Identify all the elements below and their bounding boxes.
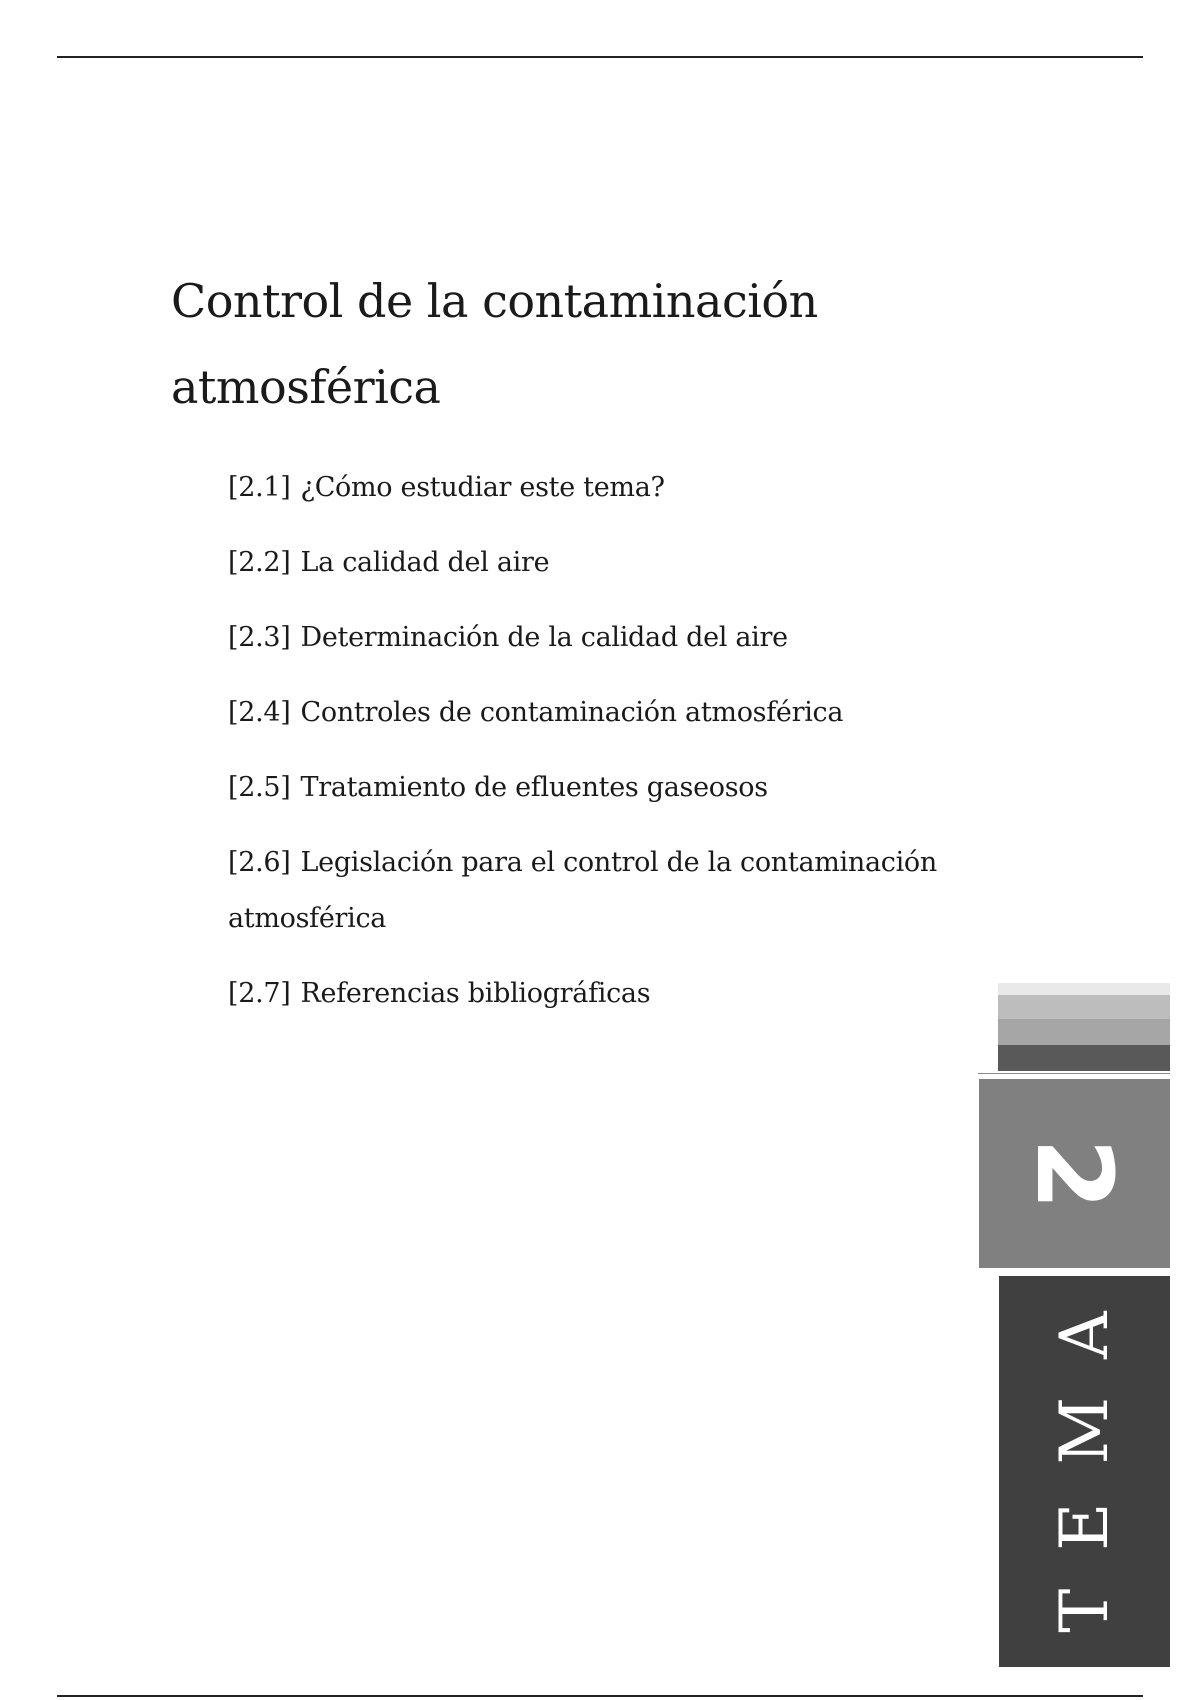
toc-item-2-4[interactable] <box>228 685 1008 741</box>
tab-stripe-mid-2 <box>998 1019 1170 1045</box>
toc-item-2-2[interactable] <box>228 535 1008 591</box>
top-rule <box>57 56 1143 58</box>
toc-item-number: [2.6] <box>228 847 291 878</box>
chapter-number-box <box>979 1079 1170 1268</box>
toc-item-2-7[interactable] <box>228 966 1008 1022</box>
toc-item-label: Referencias bibliográficas <box>300 978 651 1009</box>
tab-stripe-mid-1 <box>998 995 1170 1019</box>
toc-item-2-3[interactable] <box>228 610 1008 666</box>
toc-item-2-1[interactable] <box>228 460 1008 516</box>
toc-item-number: [2.7] <box>228 978 291 1009</box>
toc-item-number: [2.3] <box>228 622 291 653</box>
title-line-1: Control de la contaminación <box>171 274 818 328</box>
tab-divider-line <box>978 1073 1170 1074</box>
table-of-contents <box>228 460 1008 1041</box>
toc-item-label: Determinación de la calidad del aire <box>300 622 788 653</box>
toc-item-2-5[interactable] <box>228 760 1008 816</box>
toc-item-label: Legislación para el control de la contaminación atmosférica <box>228 847 937 934</box>
toc-item-label: Tratamiento de efluentes gaseosos <box>300 772 768 803</box>
toc-item-number: [2.5] <box>228 772 291 803</box>
tab-stripe-dark <box>998 1045 1170 1071</box>
tab-stripe-light <box>998 983 1170 995</box>
bottom-rule <box>57 1695 1143 1697</box>
chapter-label: TEMA <box>1045 1272 1123 1633</box>
title-line-2: atmosférica <box>171 360 441 414</box>
page-title <box>171 258 891 430</box>
toc-item-number: [2.2] <box>228 547 291 578</box>
chapter-label-box <box>999 1272 1170 1667</box>
toc-item-label: La calidad del aire <box>300 547 550 578</box>
toc-item-label: ¿Cómo estudiar este tema? <box>300 472 665 503</box>
toc-item-2-6[interactable] <box>228 835 1008 947</box>
chapter-number: 2 <box>1013 1137 1136 1210</box>
toc-item-label: Controles de contaminación atmosférica <box>300 697 844 728</box>
toc-item-number: [2.4] <box>228 697 291 728</box>
toc-item-number: [2.1] <box>228 472 291 503</box>
